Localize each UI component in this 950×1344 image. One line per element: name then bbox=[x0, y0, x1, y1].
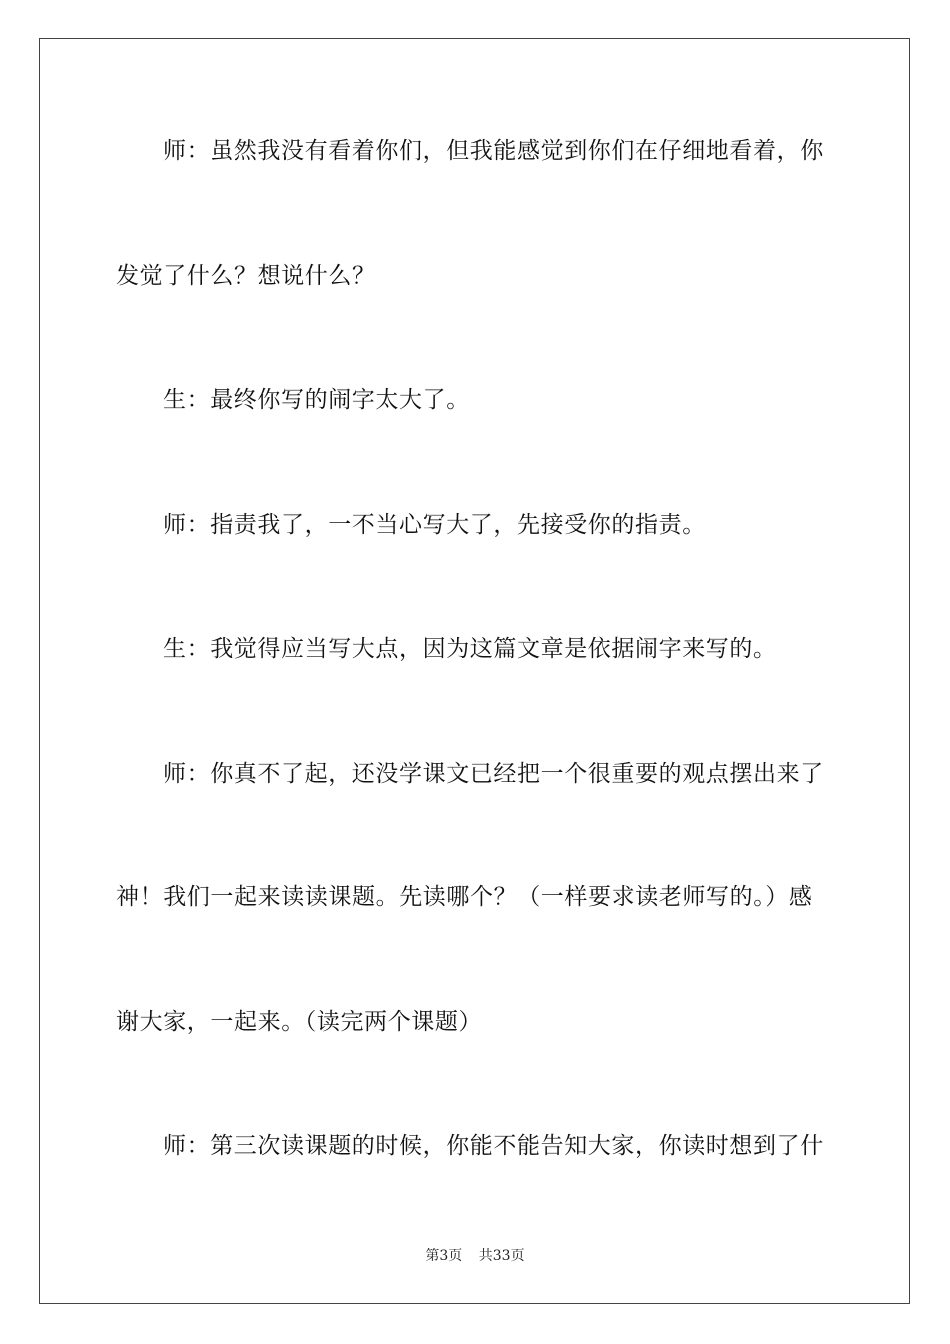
paragraph-line: 生：我觉得应当写大点，因为这篇文章是依据闹字来写的。 bbox=[163, 636, 777, 662]
paragraph-line: 师：你真不了起，还没学课文已经把一个很重要的观点摆出来了 bbox=[163, 761, 824, 787]
page-footer bbox=[0, 1245, 950, 1265]
page-number-current: 第3页 bbox=[425, 1248, 463, 1264]
paragraph-line: 生：最终你写的闹字太大了。 bbox=[163, 387, 470, 413]
paragraph-line: 发觉了什么？想说什么？ bbox=[116, 263, 376, 289]
paragraph-line: 师：第三次读课题的时候，你能不能告知大家，你读时想到了什 bbox=[163, 1133, 824, 1159]
page-frame bbox=[39, 38, 910, 1304]
page-number-total: 共33页 bbox=[478, 1248, 525, 1264]
paragraph-line: 师：虽然我没有看着你们，但我能感觉到你们在仔细地看着，你 bbox=[163, 138, 824, 164]
paragraph-line: 神！我们一起来读读课题。先读哪个？（一样要求读老师写的。）感 bbox=[116, 884, 813, 910]
paragraph-line: 谢大家，一起来。（读完两个课题） bbox=[116, 1009, 483, 1035]
paragraph-line: 师：指责我了，一不当心写大了，先接受你的指责。 bbox=[163, 512, 706, 538]
